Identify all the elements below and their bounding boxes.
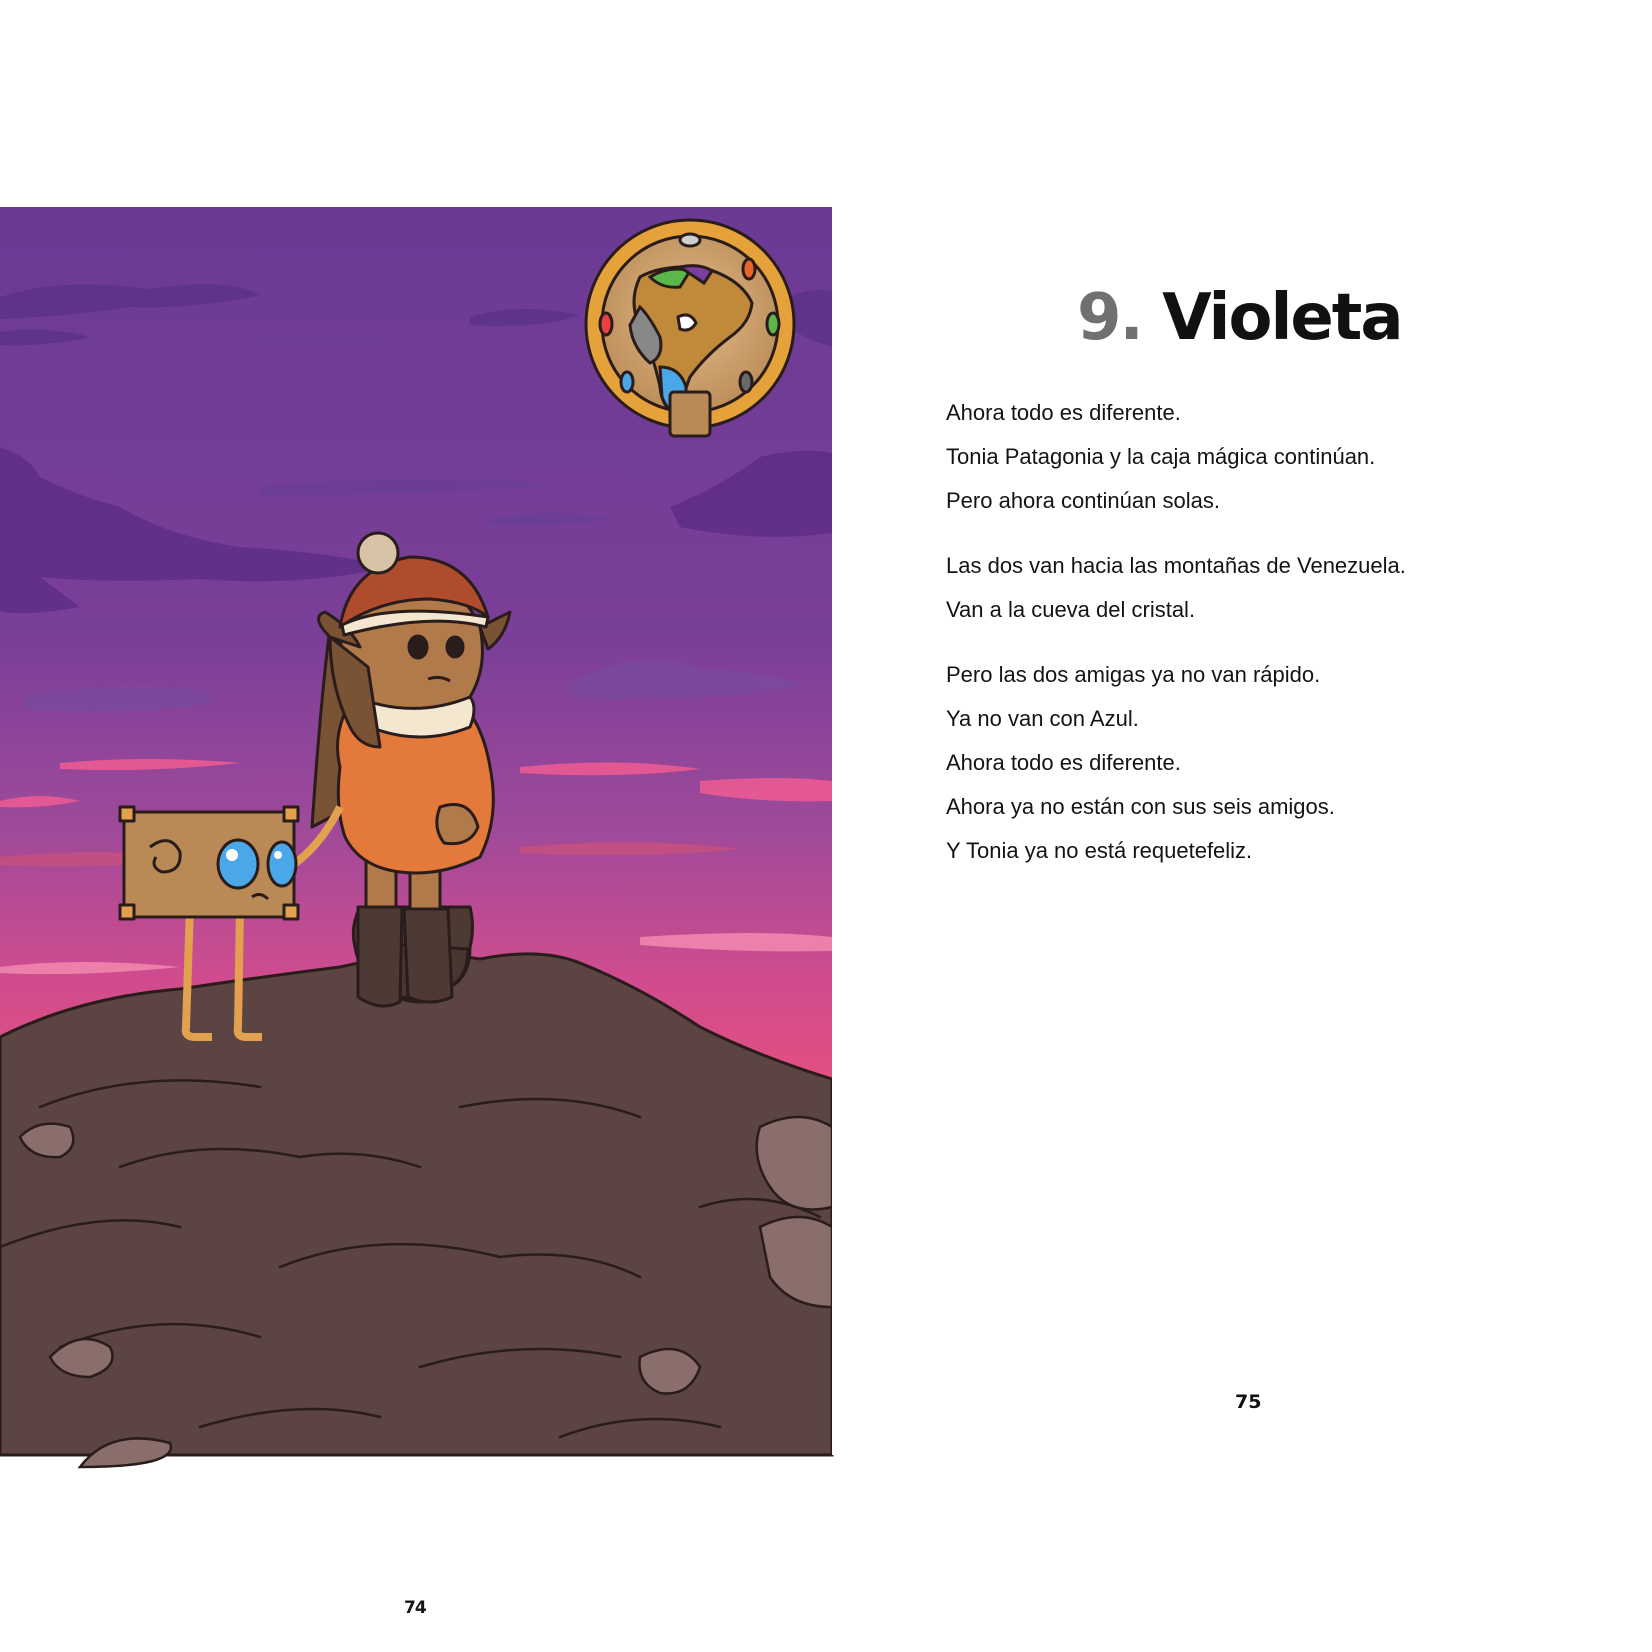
text-line: Van a la cueva del cristal. <box>946 597 1196 622</box>
chapter-title <box>1077 281 1402 355</box>
paragraph <box>946 544 1606 632</box>
text-line: Tonia Patagonia y la caja mágica continúan. <box>946 444 1376 469</box>
chapter-name: Violeta <box>1162 281 1402 355</box>
text-line: Ahora ya no están con sus seis amigos. <box>946 794 1335 819</box>
paragraph <box>946 391 1606 523</box>
text-line: Ya no van con Azul. <box>946 706 1139 731</box>
right-page <box>832 207 1652 1455</box>
text-line: Ahora todo es diferente. <box>946 400 1181 425</box>
text-line: Pero las dos amigas ya no van rápido. <box>946 662 1321 687</box>
chapter-number: 9. <box>1077 281 1142 355</box>
text-line: Pero ahora continúan solas. <box>946 488 1220 513</box>
story-text <box>946 391 1606 894</box>
text-line: Y Tonia ya no está requetefeliz. <box>946 838 1253 863</box>
paragraph <box>946 653 1606 873</box>
text-line: Las dos van hacia las montañas de Venezuela. <box>946 553 1406 578</box>
page-number-right: 75 <box>1235 1391 1262 1413</box>
illustration <box>0 207 832 1455</box>
left-page <box>0 207 832 1618</box>
text-line: Ahora todo es diferente. <box>946 750 1181 775</box>
page-number-left: 74 <box>404 1598 426 1618</box>
